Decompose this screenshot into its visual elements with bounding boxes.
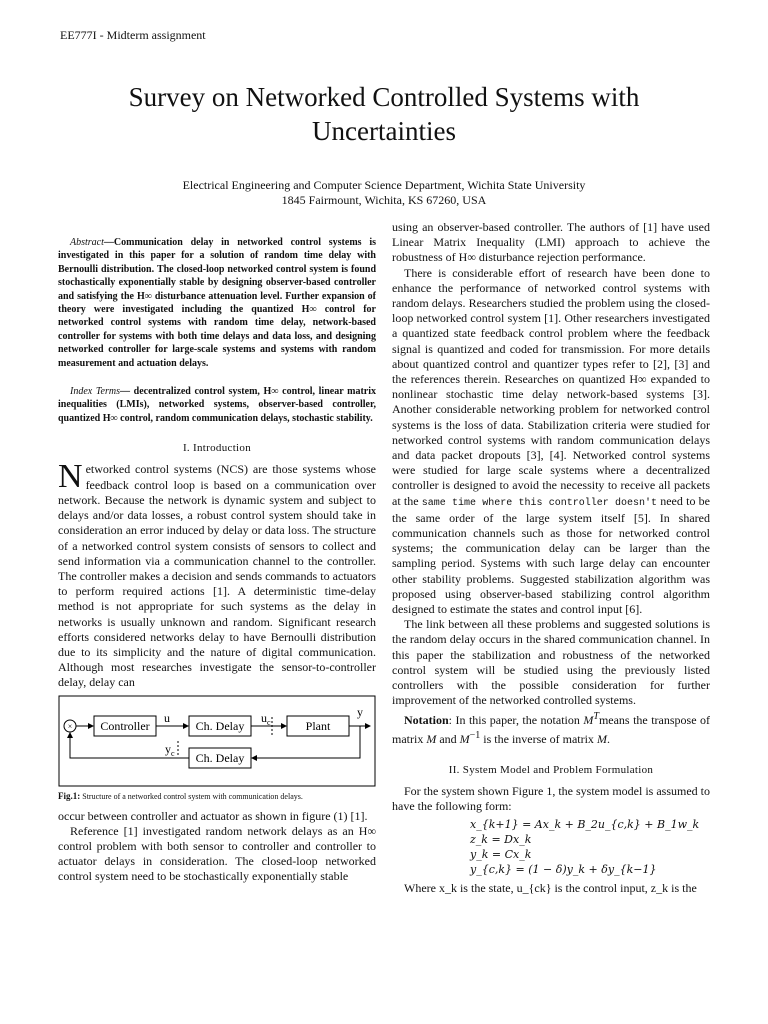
system-model-paragraph: For the system shown Figure 1, the system model is assumed to have the following form: — [392, 784, 710, 814]
notation-matrix-2: M — [426, 731, 437, 746]
block-diagram-svg — [58, 695, 376, 787]
notation-paragraph — [392, 709, 710, 747]
notation-matrix-4: M — [596, 731, 607, 746]
notation-label: Notation — [404, 712, 449, 727]
equation-1: x_{k+1} = Ax_k + B_2u_{c,k} + B_1w_k — [470, 817, 700, 831]
signal-u: u — [164, 710, 170, 725]
affiliation-line-2: 1845 Fairmount, Wichita, KS 67260, USA — [281, 193, 487, 207]
equation-4: y_{c,k} = (1 − δ)y_k + δy_{k−1} — [470, 862, 657, 876]
affiliation — [60, 178, 708, 208]
index-terms — [58, 385, 376, 425]
signal-uc — [261, 711, 271, 727]
signal-uc-sub: c — [267, 717, 271, 727]
drop-cap: N — [58, 458, 83, 496]
section-heading-introduction: I. Introduction — [182, 442, 252, 455]
figure-frame — [59, 696, 375, 786]
system-equations — [470, 817, 710, 877]
where-paragraph: Where x_k is the state, u_{ck} is the control input, z_k is the — [404, 880, 697, 895]
plant-label: Plant — [305, 718, 331, 733]
right-paragraph-2-text: There is considerable effort of research have been done to enhance the performance of networked control systems with random delays. Researchers studied the problem using the closed-loop networked control system [1]. Other researchers investigated a quantized state feedback control problem where the feedback signal is quantized and coded for transmission. For more details about quantized control and quantizer types refer to [2], [3] and the references therein. Researches on quantized H∞ expanded to nonlinear stochastic time delay network-based systems [3]. Another considerable networking problem for networked control systems is the loss of data. Stabilization criteria were studied for networked control systems with random communication delays and data packet dropouts [3], [4]. Networked control systems were studied for large scale systems where a decentralized controller is designed to avoid the necessity to receive all packets at the — [392, 265, 710, 508]
running-header: EE777I - Midterm assignment — [60, 28, 206, 42]
figure-caption-label: Fig.1: — [58, 790, 81, 801]
channel-delay-top-label: Ch. Delay — [195, 718, 245, 733]
index-terms-label: Index Terms — [70, 386, 120, 398]
left-column — [58, 236, 376, 885]
summing-symbol: × — [67, 721, 73, 731]
figure-1-block-diagram — [58, 695, 376, 787]
right-paragraph-2-tail: need to be the same order of the large system itself [5]. In shared communication channels such as those for networked control systems; the communication delay can be larger than the sampling period. Systems with such large delay can encounter other stability problems. Suggested stabilization algorithm was proposed using observer-based stabilizing control algorithm designed to estimate the states and control input [6]. — [392, 493, 711, 617]
notation-text-d: is the inverse of matrix — [480, 731, 597, 746]
signal-yc — [165, 742, 175, 758]
controller-label: Controller — [100, 718, 150, 733]
notation-text-c: and — [436, 731, 460, 746]
notation-matrix-3: M — [459, 731, 470, 746]
intro-paragraph-3: Reference [1] investigated random network delays as an H∞ control problem with both sensor to controller and controller to actuator delays in consideration. The closed-loop networked control system need to be stochastically exponentially stable — [58, 823, 376, 884]
right-paragraph-2 — [392, 266, 710, 618]
notation-transpose-sup: T — [593, 710, 599, 722]
equation-3: y_k = Cx_k — [470, 847, 532, 861]
equation-2: z_k = Dx_k — [470, 832, 532, 846]
signal-y: y — [357, 704, 363, 719]
figure-1-caption — [58, 791, 376, 802]
notation-text-b: means the transpose of matrix — [392, 712, 711, 746]
abstract — [58, 236, 376, 370]
signal-yc-sub: c — [171, 748, 175, 758]
right-column — [392, 220, 710, 896]
intro-paragraph-1-text: etworked control systems (NCS) are those systems whose feedback control loop is based on a communication over network. Because the network is dynamic system and subject to delays and/or data losses, a robust control system should take in consideration an error induced by delay or data loss. The structure of a networked control system consists of sensors to collect and send information via a communication channel to the controller. The controller makes a decision and sends commands to actuators to perform required actions [1]. A deterministic time-delay method is not appropriate for such systems as the delay in networks is usually unknown and random. Significant research efforts considered networks delay to have Bernoulli distribution due to its simplicity and the nature of digital communication. Although most researches investigate the sensor-to-controller delay, delay can — [58, 462, 376, 690]
abstract-label: Abstract — [70, 237, 104, 248]
right-paragraph-2-mono: same time where this controller doesn't — [421, 497, 657, 509]
notation-inverse-sup: −1 — [469, 729, 481, 741]
paper-title: Survey on Networked Controlled Systems with Uncertainties — [128, 82, 640, 146]
intro-paragraph-1 — [58, 458, 376, 690]
signal-uc-base: u — [261, 710, 267, 725]
notation-text-e: . — [606, 731, 610, 746]
signal-yc-base: y — [165, 741, 171, 756]
intro-paragraph-2: occur between controller and actuator as shown in figure (1) [1]. — [58, 808, 368, 823]
channel-delay-bottom-label: Ch. Delay — [195, 750, 245, 765]
right-paragraph-3: The link between all these problems and suggested solutions is the random delay occurs in the shared communication channel. In this paper the stabilization and robustness of the networked control system will be studied using the previously listed controllers with the possible consideration for further improvement of the networked controlled systems. — [392, 617, 710, 708]
section-heading-system-model: II. System Model and Problem Formulation — [448, 763, 654, 776]
index-terms-text: — decentralized control system, H∞ control, linear matrix inequalities (LMIs), networked systems, observer-based controller, quantized H∞ control, random communication delays, stochastic stability. — [58, 386, 377, 424]
figure-caption-text: Structure of a networked control system with communication delays. — [82, 791, 303, 801]
notation-text-a: : In this paper, the notation — [448, 712, 584, 727]
notation-matrix-1: M — [583, 712, 594, 727]
abstract-text: —Communication delay in networked control systems is investigated in this paper for a solution of random time delay with Bernoulli distribution. The closed-loop networked control system is found stochastically exponentially stable by designing observer-based controller and satisfying the H∞ disturbance attenuation level. Further expansion of theory were investigated including the quantized H∞ control for networked control systems with random time delay, network-based controller for systems with both time delays and data loss, and designing networked controller for large-scale systems and systems with random measurement and actuation delays. — [58, 237, 376, 369]
right-paragraph-1: using an observer-based controller. The authors of [1] have used Linear Matrix Inequality (LMI) approach to achieve the robustness of H∞ disturbance rejection performance. — [392, 220, 710, 265]
affiliation-line-1: Electrical Engineering and Computer Science Department, Wichita State University — [182, 178, 586, 192]
